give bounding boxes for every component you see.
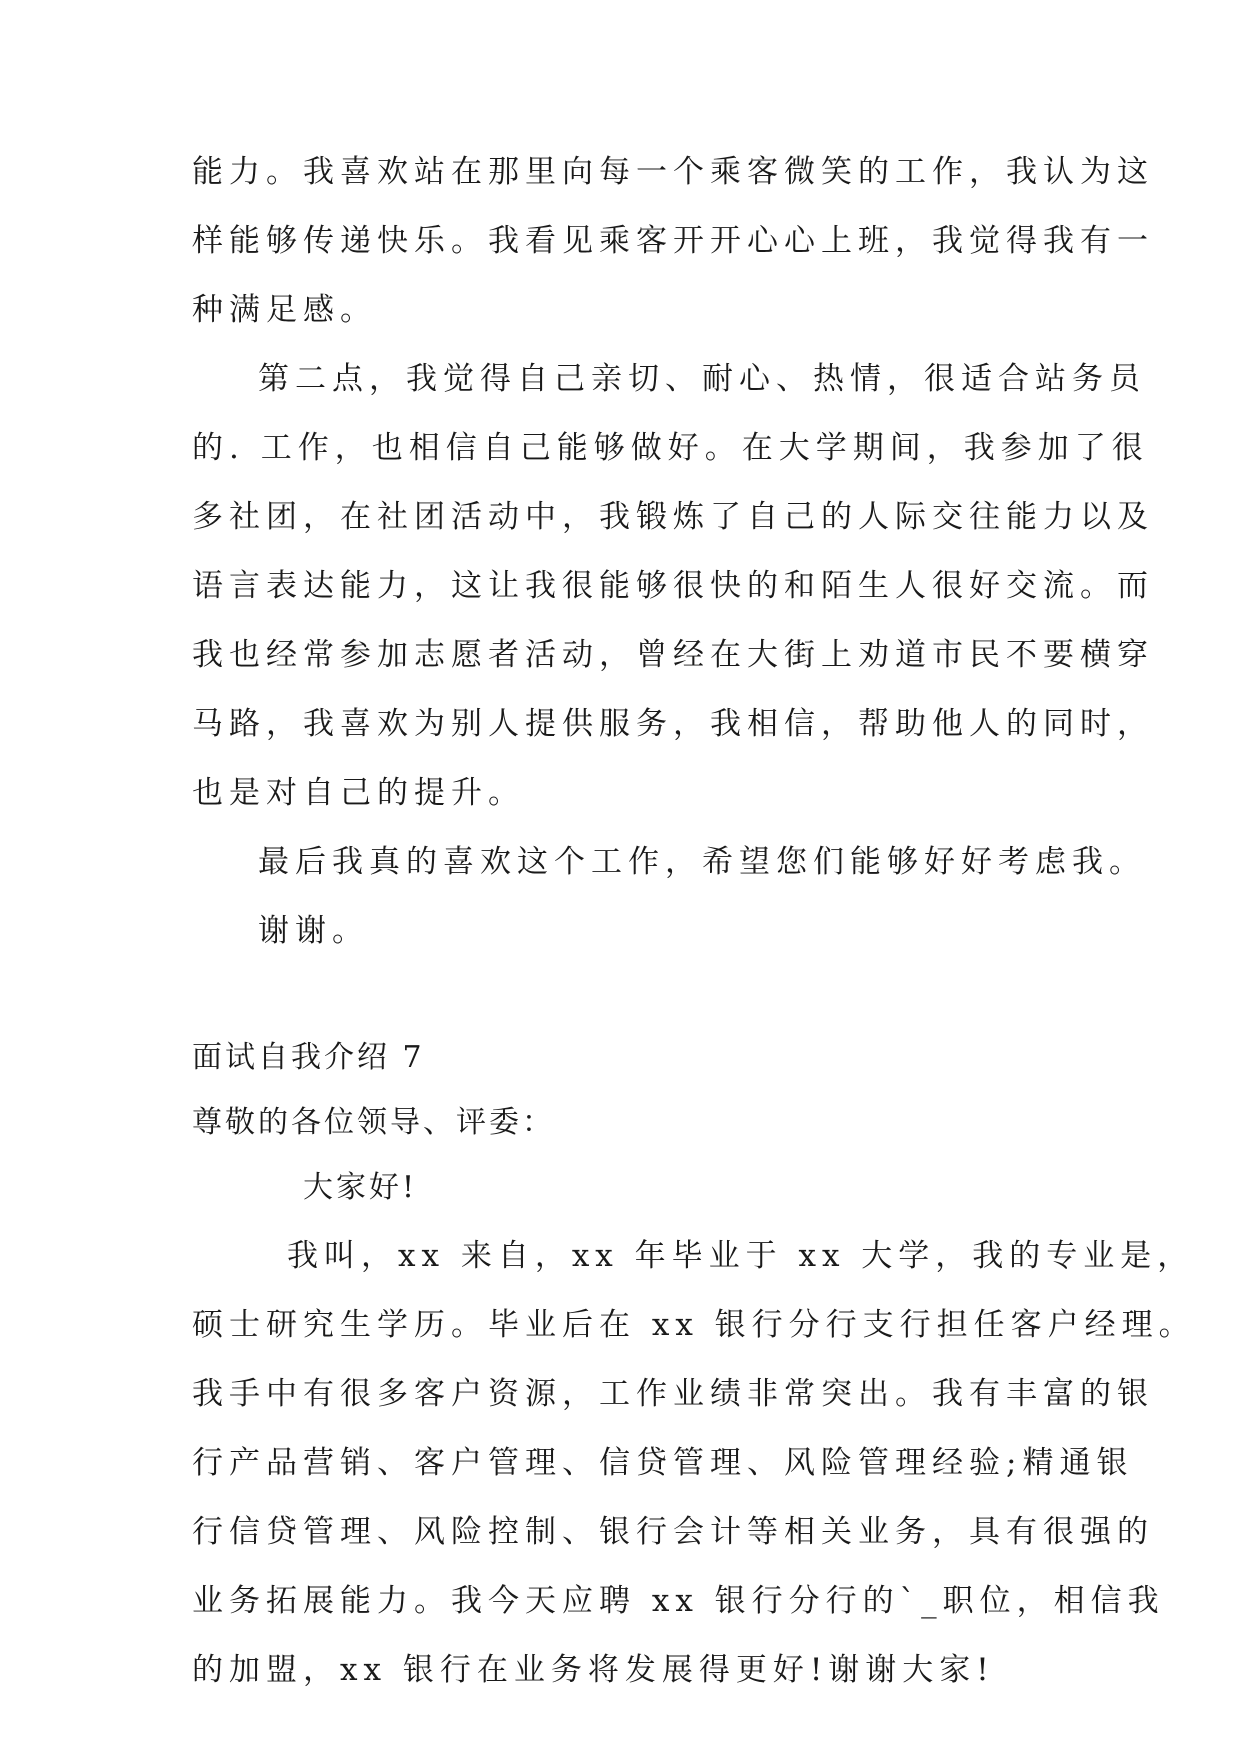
- paragraph-line: 我手中有很多客户资源，工作业绩非常突出。我有丰富的银: [192, 1376, 1154, 1412]
- section-title: 面试自我介绍 7: [192, 1040, 425, 1075]
- paragraph-line: 行信贷管理、风险控制、银行会计等相关业务，具有很强的: [192, 1514, 1154, 1550]
- paragraph-line: 我也经常参加志愿者活动，曾经在大街上劝道市民不要横穿: [192, 637, 1154, 673]
- paragraph-line: 第二点，我觉得自己亲切、耐心、热情，很适合站务员: [258, 361, 1146, 397]
- paragraph-line: 业务拓展能力。我今天应聘 xx 银行分行的`_职位，相信我: [192, 1583, 1165, 1619]
- paragraph-line: 的. 工作，也相信自己能够做好。在大学期间，我参加了很: [192, 430, 1149, 466]
- paragraph-line: 的加盟，xx 银行在业务将发展得更好!谢谢大家!: [192, 1652, 995, 1688]
- paragraph-line: 马路，我喜欢为别人提供服务，我相信，帮助他人的同时，: [192, 706, 1154, 742]
- paragraph-line: 最后我真的喜欢这个工作，希望您们能够好好考虑我。: [258, 844, 1146, 880]
- paragraph-line: 谢谢。: [258, 913, 369, 949]
- paragraph-line: 多社团，在社团活动中，我锻炼了自己的人际交往能力以及: [192, 499, 1154, 535]
- paragraph-line: 硕士研究生学历。毕业后在 xx 银行分行支行担任客户经理。: [192, 1307, 1196, 1343]
- paragraph-line: 样能够传递快乐。我看见乘客开开心心上班，我觉得我有一: [192, 223, 1154, 259]
- paragraph-line: 能力。我喜欢站在那里向每一个乘客微笑的工作，我认为这: [192, 154, 1154, 190]
- paragraph-line: 我叫，xx 来自，xx 年毕业于 xx 大学，我的专业是，: [287, 1238, 1195, 1274]
- paragraph-line: 种满足感。: [192, 292, 377, 328]
- paragraph-line: 也是对自己的提升。: [192, 775, 525, 811]
- salutation: 尊敬的各位领导、评委：: [192, 1105, 555, 1140]
- paragraph-line: 语言表达能力，这让我很能够很快的和陌生人很好交流。而: [192, 568, 1154, 604]
- greeting: 大家好!: [303, 1170, 418, 1205]
- paragraph-line: 行产品营销、客户管理、信贷管理、风险管理经验;精通银: [192, 1445, 1134, 1481]
